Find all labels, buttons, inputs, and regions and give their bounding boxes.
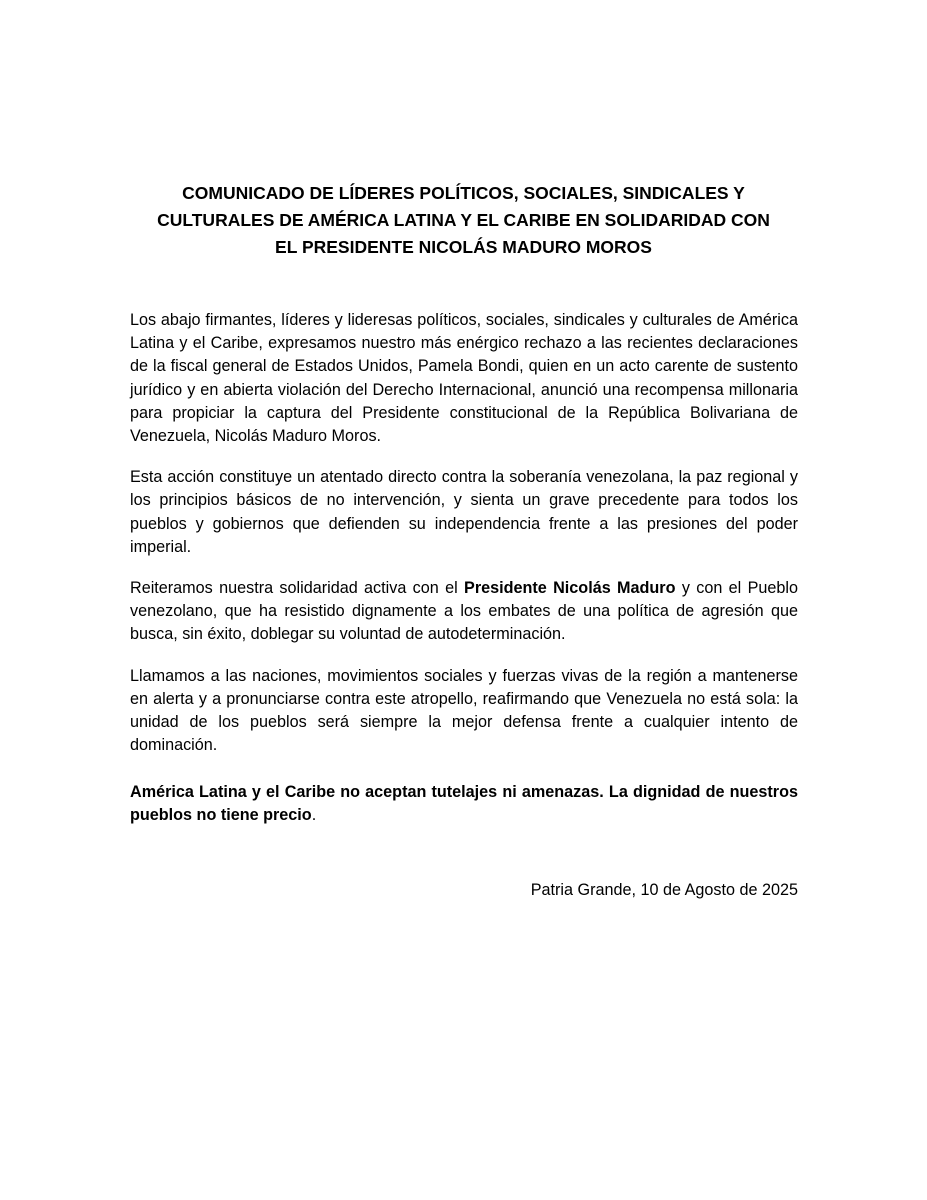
- paragraph-4: Llamamos a las naciones, movimientos sociales y fuerzas vivas de la región a mantenerse en alerta y a pronunciarse contra este atropello, reafirmando que Venezuela no está sola: la unidad de los pueblos será siempre la mejor defensa frente a cualquier intento de dominación.: [130, 666, 798, 755]
- closing-bold-text: América Latina y el Caribe no aceptan tutelajes ni amenazas. La dignidad de nuestros pueblos no tiene precio: [130, 783, 798, 825]
- paragraph-2: Esta acción constituye un atentado directo contra la soberanía venezolana, la paz regional y los principios básicos de no intervención, y sienta un grave precedente para todos los pueblos y gobiernos que defienden su independencia frente a las presiones del poder imperial.: [130, 468, 798, 556]
- paragraph-3-end: y con el Pueblo venezolano, que ha resistido dignamente a los embates de una política de agresión que busca, sin éxito, doblegar su voluntad de autodeterminación.: [130, 579, 798, 644]
- title-line-1: COMUNICADO DE LÍDERES POLÍTICOS, SOCIALES, SINDICALES Y: [182, 183, 745, 203]
- document-body: [130, 309, 798, 775]
- paragraph-3-start: Reiteramos nuestra solidaridad activa con el: [130, 579, 465, 598]
- paragraph-3: [130, 577, 798, 647]
- signature-place-date: Patria Grande, 10 de Agosto de 2025: [530, 881, 798, 899]
- closing-period: .: [311, 806, 317, 825]
- paragraph-1: Los abajo firmantes, líderes y lideresas políticos, sociales, sindicales y culturales de América Latina y el Caribe, expresamos nuestro más enérgico rechazo a las recientes declaraciones de la fiscal general de Estados Unidos, Pamela Bondi, quien en un acto carente de sustento jurídico y en abierta violación del Derecho Internacional, anunció una recompensa millonaria para propiciar la captura del Presidente constitucional de la República Bolivariana de Venezuela, Nicolás Maduro Moros.: [130, 311, 798, 446]
- document-title: [130, 180, 797, 261]
- paragraph-3-bold: Presidente Nicolás Maduro: [464, 579, 676, 598]
- title-line-3: EL PRESIDENTE NICOLÁS MADURO MOROS: [275, 237, 652, 257]
- closing-statement: [130, 781, 798, 827]
- title-line-2: CULTURALES DE AMÉRICA LATINA Y EL CARIBE EN SOLIDARIDAD CON: [157, 210, 770, 230]
